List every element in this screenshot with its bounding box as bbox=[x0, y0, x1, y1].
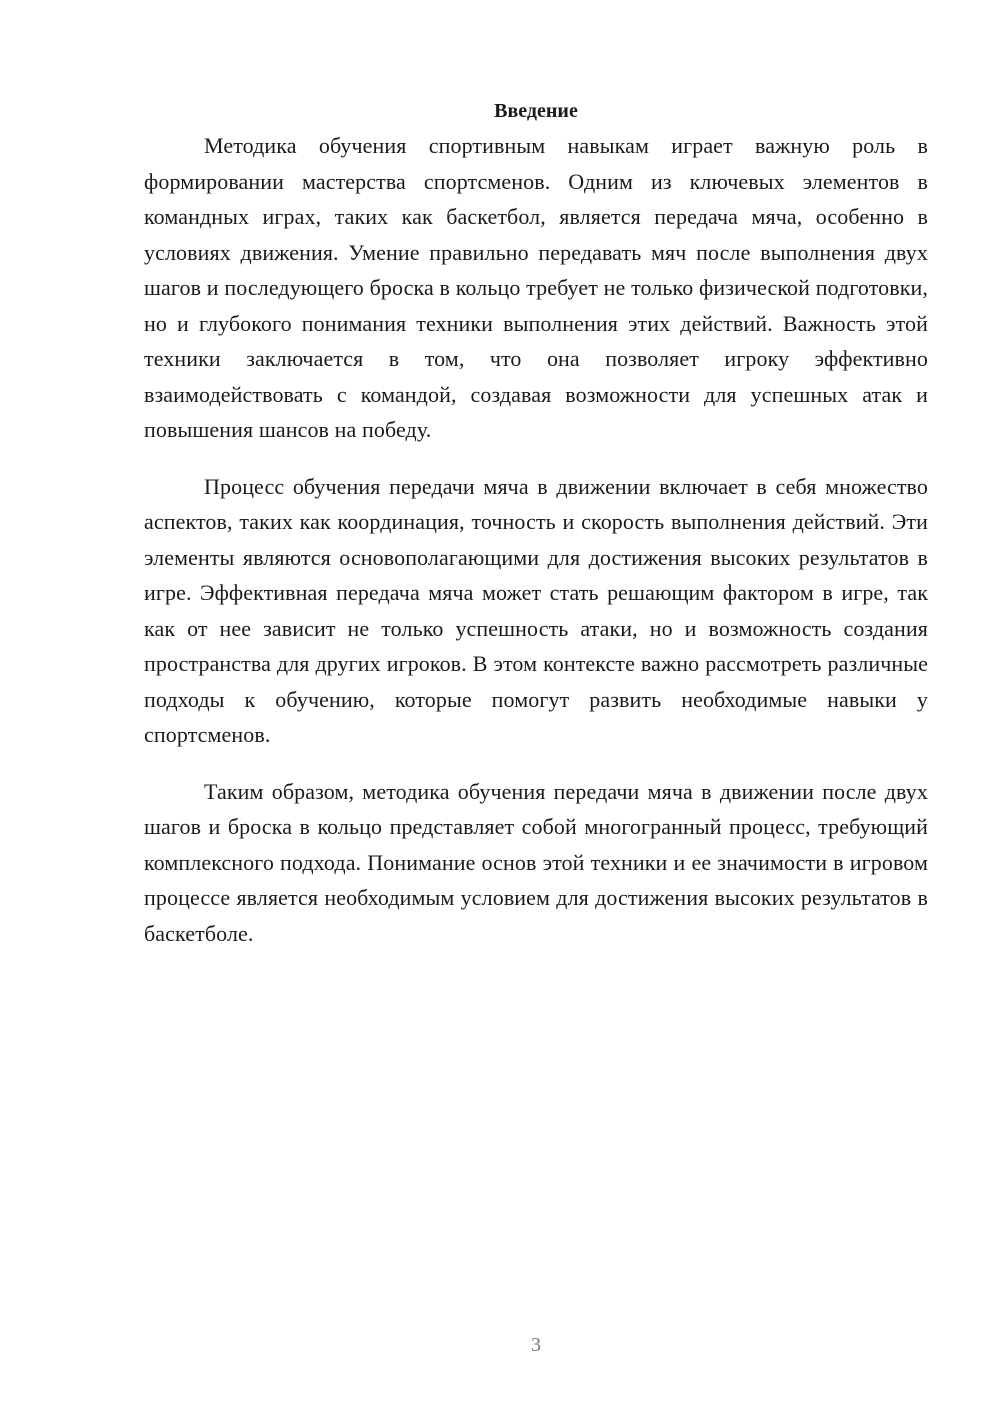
page-number: 3 bbox=[531, 1334, 541, 1356]
section-heading: Введение bbox=[494, 100, 578, 122]
page-content bbox=[144, 96, 928, 951]
paragraph-3: Таким образом, методика обучения передачи мяча в движении после двух шагов и броска в кольцо представляет собой многогранный процесс, требующий комплексного подхода. Понимание основ этой техники и ее значимости в игровом процессе является необходимым условием для достижения высоких результатов в баскетболе. bbox=[144, 778, 928, 946]
paragraph-2: Процесс обучения передачи мяча в движении включает в себя множество аспектов, таких как координация, точность и скорость выполнения действий. Эти элементы являются основополагающими для достижения высоких результатов в игре. Эффективная передача мяча может стать решающим фактором в игре, так как от нее зависит не только успешность атаки, но и возможность создания пространства для других игроков. В этом контексте важно рассмотреть различные подходы к обучению, которые помогут развить необходимые навыки у спортсменов. bbox=[144, 473, 928, 747]
paragraph-1: Методика обучения спортивным навыкам играет важную роль в формировании мастерства спортсменов. Одним из ключевых элементов в командных играх, таких как баскетбол, является передача мяча, особенно в условиях движения. Умение правильно передавать мяч после выполнения двух шагов и последующего броска в кольцо требует не только физической подготовки, но и глубокого понимания техники выполнения этих действий. Важность этой техники заключается в том, что она позволяет игроку эффективно взаимодействовать с командой, создавая возможности для успешных атак и повышения шансов на победу. bbox=[144, 133, 928, 442]
